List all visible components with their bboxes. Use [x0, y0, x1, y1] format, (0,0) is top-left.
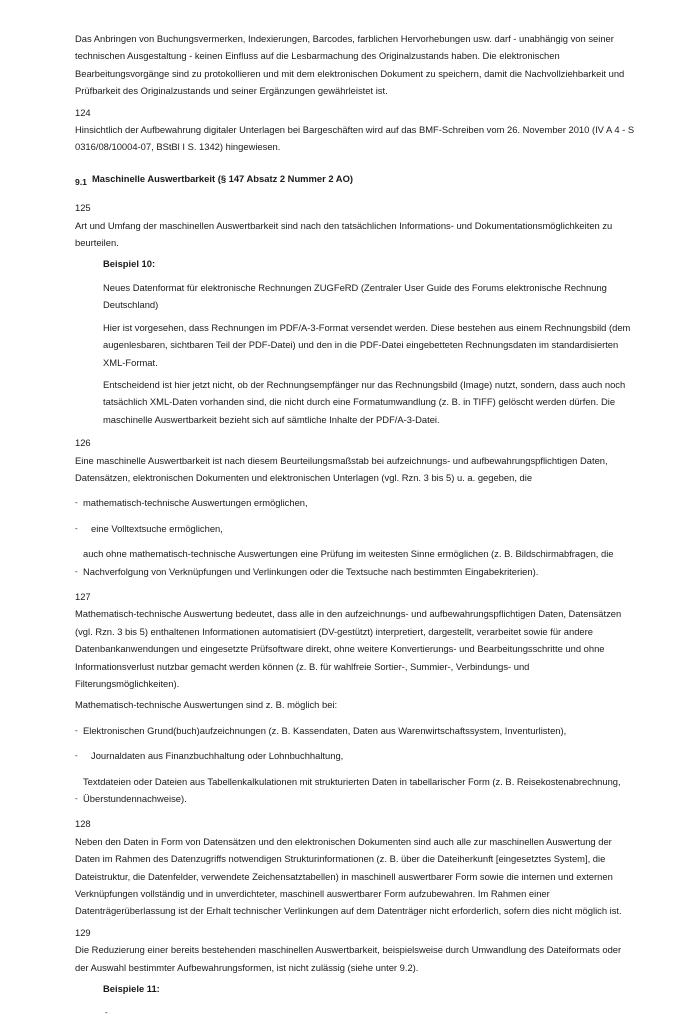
- example-11-box: [103, 980, 635, 1021]
- list-item: [75, 773, 635, 808]
- bullet-dash: -: [75, 751, 78, 761]
- example-10-line: Hier ist vorgesehen, dass Rechnungen im PDF/A-3-Format versendet werden. Diese bestehen aus einem Rechnungsbild (dem augenlesbaren, sichtbaren Teil der PDF-Datei) und den in die PDF-Datei eingebetteten Rechnungsdaten im standardisierten XML-Format.: [103, 321, 631, 368]
- intro-paragraph: Das Anbringen von Buchungsvermerken, Indexierungen, Barcodes, farblichen Hervorhebungen usw. darf - unabhängig von seiner technischen Ausgestaltung - keinen Einfluss auf die Lesbarmachung des Originalzustands haben. Die elektronischen Bearbeitungsvorgänge sind zu protokollieren und mit dem elektronischen Dokument zu speichern, damit die Nachvollziehbarkeit und Prüfbarkeit des Originalzustands und seiner Ergänzungen gewährleistet ist.: [75, 33, 625, 97]
- list-item-text: Textdateien oder Dateien aus Tabellenkalkulationen mit strukturierten Daten in tabellarischer Form (z. B. Reisekostenabrechnung, Überstundennachweise).: [83, 775, 621, 805]
- paragraph-number-125: 125: [75, 202, 91, 214]
- paragraph-124-text: Hinsichtlich der Aufbewahrung digitaler Unterlagen bei Bargeschäften wird auf das BMF-Schreiben vom 26. November 2010 (IV A 4 - S 0316/08/10004-07, BStBl I S. 1342) hingewiesen.: [75, 124, 635, 153]
- paragraph-number-128: 128: [75, 818, 91, 830]
- example-11-title: Beispiele 11:: [103, 983, 160, 995]
- example-11-dash: -: [105, 1007, 108, 1017]
- paragraph-128-text: Neben den Daten in Form von Datensätzen und den elektronischen Dokumenten sind auch alle zur maschinellen Auswertung der Daten im Rahmen des Datenzugriffs notwendigen Strukturinformationen (z. B. über die Dateiherkunft [eingesetztes System], die Dateistruktur, die Datenfelder, verwendete Zeichensatztabellen) in maschinell auswertbarer Form sowie die internen und externen Verknüpfungen vollständig und in unverdichteter, maschinell auswertbarer Form aufzubewahren. Im Rahmen einer Datenträgerüberlassung ist der Erhalt technischer Verlinkungen auf dem Datenträger nicht erforderlich, sofern dies nicht möglich ist.: [75, 835, 622, 917]
- list-item: [75, 494, 635, 511]
- document-page: [75, 30, 635, 1026]
- list-item-text: eine Volltextsuche ermöglichen,: [91, 522, 223, 534]
- example-10-line: Entscheidend ist hier jetzt nicht, ob der Rechnungsempfänger nur das Rechnungsbild (Image) nutzt, sondern, dass auch noch tatsächlich XML-Daten vorhanden sind, die nicht durch eine Formatumwandlung (z. B. in TIFF) gelöscht werden dürfen. Die maschinelle Auswertbarkeit bezieht sich auf sämtliche Inhalte der PDF/A-3-Datei.: [103, 378, 626, 425]
- paragraph-number-127: 127: [75, 590, 91, 602]
- paragraph-129-text: Die Reduzierung einer bereits bestehenden maschinellen Auswertbarkeit, beispielsweise durch Umwandlung des Dateiformats oder der Auswahl bestimmter Aufbewahrungsformen, ist nicht zulässig (siehe unter 9.2).: [75, 944, 622, 973]
- section-number: 9.1: [75, 176, 87, 187]
- bullet-dash: -: [75, 725, 78, 735]
- paragraph-number-126: 126: [75, 437, 91, 449]
- paragraph-number-129: 129: [75, 926, 91, 938]
- paragraph-127-subtext: Mathematisch-technische Auswertungen sind z. B. möglich bei:: [75, 699, 338, 711]
- bullet-dash: -: [75, 566, 78, 576]
- list-item: [75, 747, 635, 764]
- bullet-dash: -: [75, 523, 78, 533]
- paragraph-127-text: Mathematisch-technische Auswertung bedeutet, dass alle in den aufzeichnungs- und aufbewahrungspflichtigen Daten, Datensätzen (vgl. Rzn. 3 bis 5) enthaltenen Informationen automatisiert (DV-gestützt) interpretiert, dargestellt, verarbeitet sowie für andere Datenbankanwendungen und eingesetzte Prüfsoftware direkt, ohne weitere Konvertierungs- und Bearbeitungsschritte und ohne Informationsverlust nutzbar gemacht werden können (z. B. für wahlfreie Sortier-, Summier-, Verbindungs- und Filterungsmöglichkeiten).: [75, 608, 622, 689]
- list-item-text: auch ohne mathematisch-technische Auswertungen eine Prüfung im weitesten Sinne ermöglichen (z. B. Bildschirmabfragen, die Nachverfolgung von Verknüpfungen und Verlinkungen oder die Textsuche nach bestimmten Eingabekriterien).: [83, 548, 614, 577]
- paragraph-126-text: Eine maschinelle Auswertbarkeit ist nach diesem Beurteilungsmaßstab bei aufzeichnungs- und aufbewahrungspflichtigen Daten, Datensätzen, elektronischen Dokumenten und elektronischen Unterlagen (vgl. Rzn. 3 bis 5) u. a. gegeben, die: [75, 454, 608, 483]
- list-item-text: mathematisch-technische Auswertungen ermöglichen,: [83, 497, 308, 509]
- example-10-title: Beispiel 10:: [103, 258, 156, 270]
- example-10-box: [103, 255, 635, 428]
- example-10-line: Neues Datenformat für elektronische Rechnungen ZUGFeRD (Zentraler User Guide des Forums elektronische Rechnung Deutschland): [103, 281, 607, 311]
- list-item: [75, 520, 635, 537]
- bullet-dash: -: [75, 794, 78, 804]
- paragraph-125-text: Art und Umfang der maschinellen Auswertbarkeit sind nach den tatsächlichen Informations- und Dokumentationsmöglichkeiten zu beurteilen.: [75, 219, 613, 249]
- list-item-text: Journaldaten aus Finanzbuchhaltung oder Lohnbuchhaltung,: [91, 750, 344, 762]
- bullet-dash: -: [75, 498, 78, 508]
- section-title: Maschinelle Auswertbarkeit (§ 147 Absatz 2 Nummer 2 AO): [91, 172, 353, 184]
- list-item: [75, 545, 635, 580]
- paragraph-number-124: 124: [75, 106, 91, 118]
- list-item: [75, 722, 635, 739]
- section-heading: [75, 170, 635, 187]
- list-item-text: Elektronischen Grund(buch)aufzeichnungen (z. B. Kassendaten, Daten aus Warenwirtschaftssystem, Inventurlisten),: [83, 724, 567, 736]
